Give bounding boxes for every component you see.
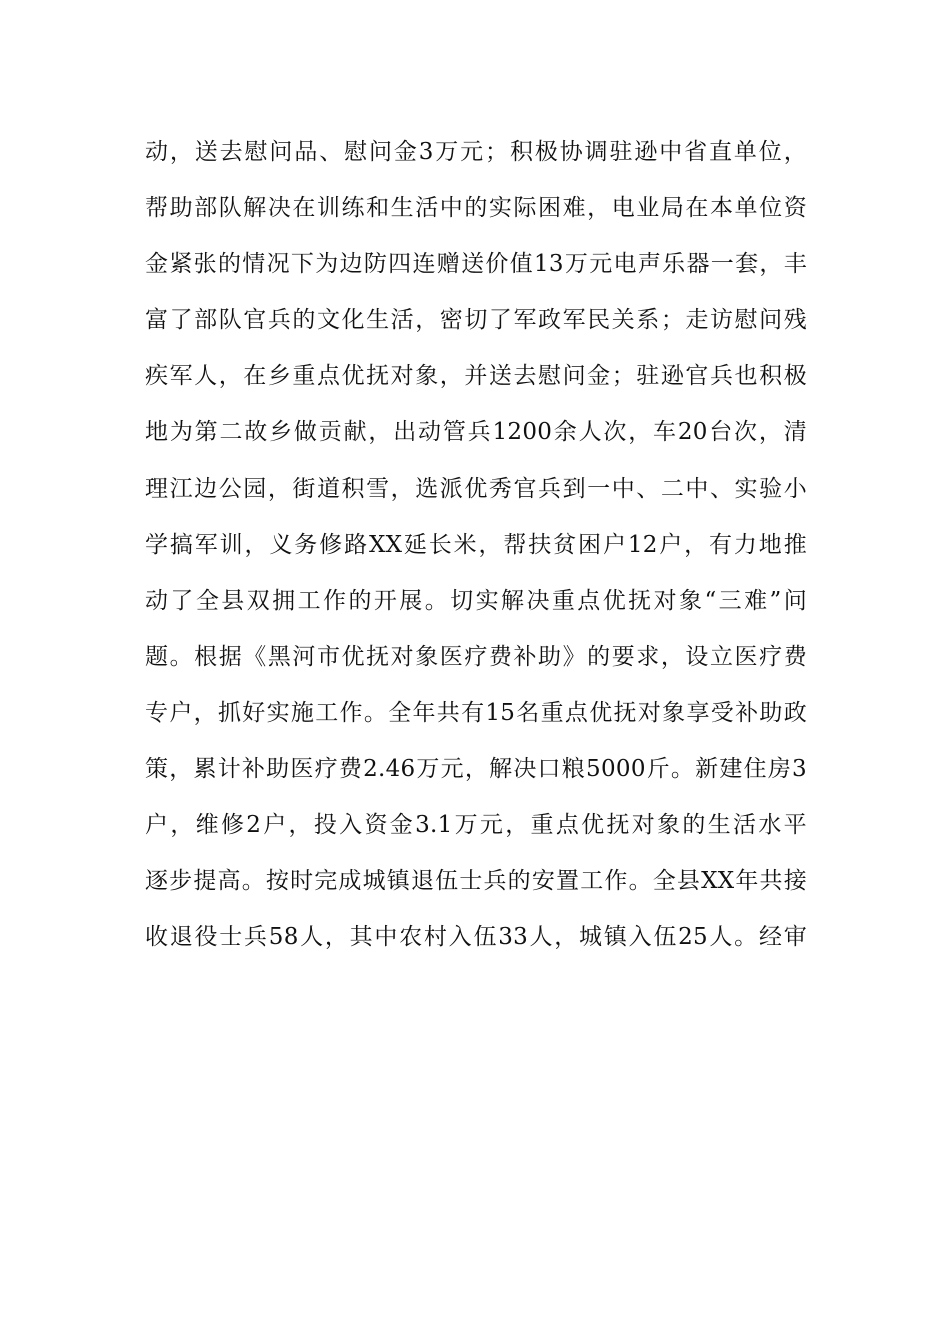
text-line: 富了部队官兵的文化生活，密切了军政军民关系；走访慰问残 [145, 307, 807, 334]
text-line: 逐步提高。按时完成城镇退伍士兵的安置工作。全县XX年共接 [145, 868, 807, 895]
text-line: 收退役士兵58人，其中农村入伍33人，城镇入伍25人。经审 [145, 924, 807, 951]
text-line: 题。根据《黑河市优抚对象医疗费补助》的要求，设立医疗费 [145, 643, 807, 670]
text-line: 理江边公园，街道积雪，选派优秀官兵到一中、二中、实验小 [145, 475, 807, 502]
text-line: 动，送去慰问品、慰问金3万元；积极协调驻逊中省直单位， [145, 139, 807, 165]
text-line: 疾军人，在乡重点优抚对象，并送去慰问金；驻逊官兵也积极 [145, 363, 807, 390]
body-text [145, 128, 807, 969]
text-line: 金紧张的情况下为边防四连赠送价值13万元电声乐器一套，丰 [145, 251, 807, 278]
text-line: 策，累计补助医疗费2.46万元，解决口粮5000斤。新建住房3 [145, 756, 807, 783]
text-line: 动了全县双拥工作的开展。切实解决重点优抚对象“三难”问 [145, 587, 807, 614]
text-line: 户，维修2户，投入资金3.1万元，重点优抚对象的生活水平 [145, 812, 807, 839]
text-line: 帮助部队解决在训练和生活中的实际困难，电业局在本单位资 [145, 195, 807, 222]
text-line: 地为第二故乡做贡献，出动管兵1200余人次，车20台次，清 [145, 419, 807, 446]
text-line: 学搞军训，义务修路XX延长米，帮扶贫困户12户，有力地推 [145, 531, 807, 558]
text-line: 专户，抓好实施工作。全年共有15名重点优抚对象享受补助政 [145, 699, 807, 726]
